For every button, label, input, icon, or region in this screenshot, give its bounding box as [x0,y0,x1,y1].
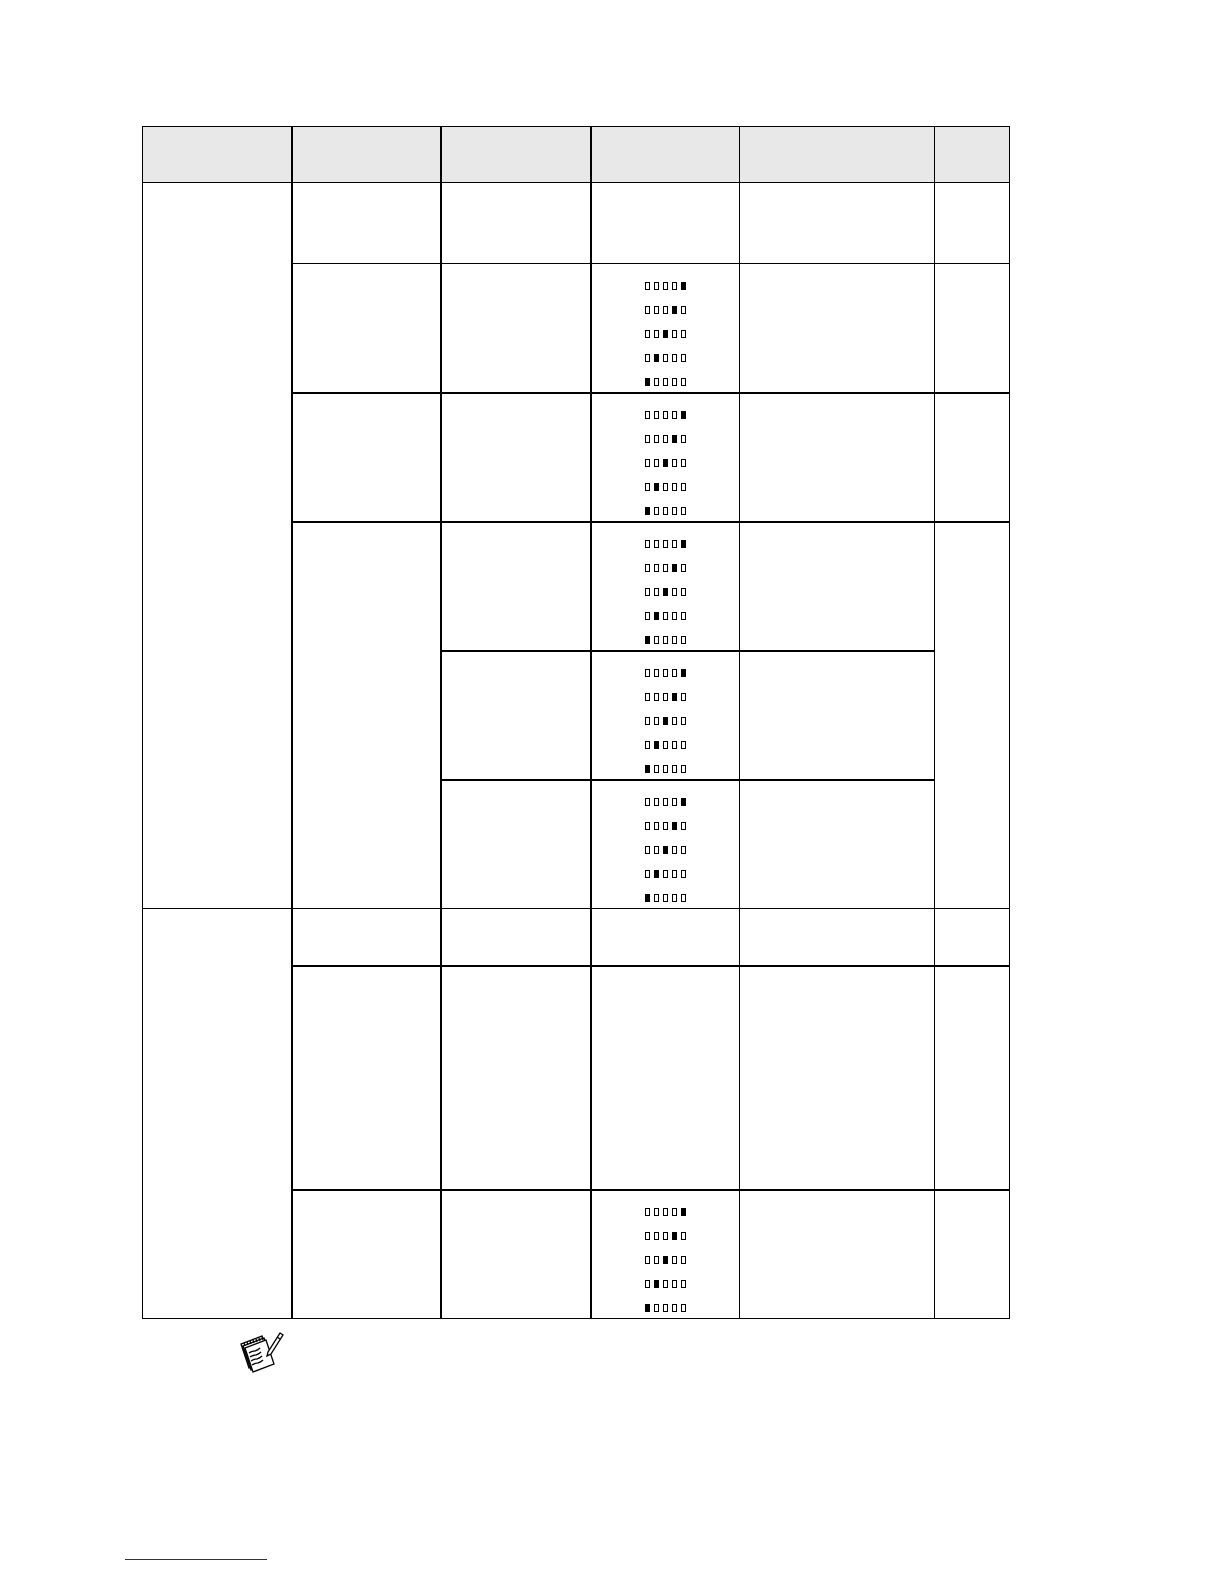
level-square-empty [672,612,677,620]
level-square-empty [654,540,659,548]
level-square-empty [681,378,686,386]
level-indicator-row [645,350,686,365]
level-square-filled [654,612,659,620]
level-square-empty [672,741,677,749]
level-square-empty [654,330,659,338]
table-row [143,909,1010,966]
table-cell [292,966,441,1190]
table-cell [935,522,1010,909]
level-scale [592,1191,740,1316]
table-cell [740,393,935,522]
table-cell [292,183,441,264]
level-square-empty [672,1280,677,1288]
level-square-empty [645,741,650,749]
level-indicator-row [645,1253,686,1268]
level-square-empty [663,306,668,314]
level-square-empty [672,1208,677,1216]
table-cell [935,909,1010,966]
level-square-empty [645,330,650,338]
level-square-empty [654,693,659,701]
table-cell [591,966,740,1190]
level-square-empty [663,507,668,515]
level-square-filled [645,378,650,386]
table-cell [740,651,935,780]
level-square-empty [654,1304,659,1312]
level-square-filled [681,1208,686,1216]
table-cell [292,264,441,393]
level-indicator-row [645,537,686,552]
level-square-empty [654,846,659,854]
level-square-empty [663,765,668,773]
level-square-empty [654,411,659,419]
level-square-empty [663,1280,668,1288]
level-square-empty [645,846,650,854]
level-square-empty [645,669,650,677]
level-square-filled [672,435,677,443]
table-cell [591,909,740,966]
level-square-empty [672,669,677,677]
level-square-empty [672,354,677,362]
level-square-empty [681,693,686,701]
level-indicator-row [645,714,686,729]
level-square-empty [654,822,659,830]
level-square-filled [654,354,659,362]
level-square-filled [654,870,659,878]
level-square-empty [663,636,668,644]
table-cell [740,522,935,651]
level-square-empty [663,612,668,620]
level-indicator-row [645,762,686,777]
level-square-empty [663,822,668,830]
level-indicator-row [645,278,686,293]
level-indicator-row [645,609,686,624]
level-square-filled [645,1304,650,1312]
level-scale-cell [591,522,740,651]
level-square-empty [681,765,686,773]
level-square-empty [645,1208,650,1216]
header-cell-submenu [292,127,441,183]
level-scale-cell [591,780,740,909]
level-scale-cell [591,651,740,780]
level-square-empty [645,612,650,620]
level-square-filled [672,306,677,314]
level-square-empty [681,870,686,878]
level-square-empty [672,507,677,515]
level-scale [592,394,740,519]
level-square-filled [654,1280,659,1288]
menu-settings-table [142,126,1010,1319]
level-square-empty [681,717,686,725]
table-cell [441,780,591,909]
level-square-filled [681,540,686,548]
level-indicator-row [645,891,686,906]
level-square-empty [672,330,677,338]
level-square-empty [672,894,677,902]
table-row [143,183,1010,264]
level-square-empty [663,282,668,290]
level-scale [592,264,740,389]
level-square-empty [654,798,659,806]
level-square-empty [645,1232,650,1240]
level-indicator-row [645,1277,686,1292]
level-square-empty [663,378,668,386]
level-square-empty [645,1280,650,1288]
level-indicator-row [645,326,686,341]
header-cell-page [935,127,1010,183]
level-square-empty [681,1280,686,1288]
level-indicator-row [645,1301,686,1316]
level-square-empty [681,588,686,596]
level-indicator-row [645,867,686,882]
header-cell-descriptions [740,127,935,183]
level-square-empty [681,354,686,362]
level-indicator-row [645,408,686,423]
level-square-filled [672,693,677,701]
level-square-empty [645,1256,650,1264]
level-square-empty [681,612,686,620]
level-square-empty [681,507,686,515]
level-indicator-row [645,561,686,576]
level-square-empty [645,411,650,419]
level-square-empty [663,1304,668,1312]
level-square-empty [672,1256,677,1264]
table-cell [740,780,935,909]
level-square-empty [645,306,650,314]
level-square-empty [654,636,659,644]
level-square-empty [645,564,650,572]
level-square-filled [645,765,650,773]
level-indicator-row [645,374,686,389]
level-square-filled [672,822,677,830]
level-square-filled [645,636,650,644]
level-square-empty [654,459,659,467]
level-indicator-row [645,819,686,834]
level-square-empty [654,306,659,314]
level-square-empty [654,282,659,290]
level-square-empty [663,354,668,362]
level-square-empty [654,588,659,596]
level-square-empty [645,870,650,878]
table-cell [441,183,591,264]
level-square-empty [663,564,668,572]
table-header-row [143,127,1010,183]
note-pad-pencil-icon [238,1330,284,1376]
level-square-empty [663,669,668,677]
level-square-empty [672,870,677,878]
level-square-empty [654,378,659,386]
level-square-empty [672,798,677,806]
level-square-empty [672,636,677,644]
table-cell [292,1190,441,1319]
level-indicator-row [645,456,686,471]
level-square-empty [681,435,686,443]
level-square-empty [672,1304,677,1312]
table-cell [441,522,591,651]
level-square-empty [672,717,677,725]
level-square-empty [681,564,686,572]
level-square-empty [663,894,668,902]
level-square-empty [645,435,650,443]
table-cell [441,264,591,393]
level-square-empty [654,717,659,725]
table-cell [740,966,935,1190]
level-square-empty [672,411,677,419]
level-square-empty [681,894,686,902]
level-square-filled [672,564,677,572]
level-square-empty [672,588,677,596]
level-square-empty [663,798,668,806]
level-square-empty [654,564,659,572]
table-cell [740,183,935,264]
level-square-empty [672,378,677,386]
level-square-filled [663,459,668,467]
level-scale [592,652,740,777]
level-square-filled [681,798,686,806]
level-square-empty [681,483,686,491]
table-cell [292,522,441,909]
header-cell-main-menu [143,127,292,183]
table-cell [441,909,591,966]
level-square-filled [681,669,686,677]
table-cell [935,1190,1010,1319]
level-scale [592,781,740,906]
level-indicator-row [645,738,686,753]
level-square-empty [681,741,686,749]
table-cell [441,1190,591,1319]
level-square-filled [663,330,668,338]
level-square-empty [645,459,650,467]
table-cell [292,393,441,522]
level-square-empty [672,846,677,854]
level-square-empty [681,636,686,644]
table-cell [591,183,740,264]
level-scale [592,523,740,648]
level-square-filled [663,846,668,854]
level-indicator-row [645,504,686,519]
header-cell-options [591,127,740,183]
table-cell [441,393,591,522]
level-square-empty [681,1256,686,1264]
level-indicator-row [645,302,686,317]
level-square-empty [663,540,668,548]
level-square-filled [681,282,686,290]
level-scale-cell [591,264,740,393]
table-cell [740,264,935,393]
level-indicator-row [645,1229,686,1244]
level-square-empty [654,1232,659,1240]
level-scale-cell [591,1190,740,1319]
level-square-empty [663,870,668,878]
level-square-empty [672,483,677,491]
table-cell [935,966,1010,1190]
table-cell [441,651,591,780]
level-square-filled [681,411,686,419]
level-square-empty [672,459,677,467]
level-square-empty [645,354,650,362]
table-cell [740,1190,935,1319]
level-square-filled [645,894,650,902]
table-cell [935,264,1010,393]
level-square-empty [654,1208,659,1216]
header-cell-menu-selections [441,127,591,183]
level-square-empty [645,483,650,491]
table-cell [740,909,935,966]
level-square-empty [645,693,650,701]
level-square-empty [663,1208,668,1216]
level-square-empty [663,483,668,491]
level-square-empty [681,1304,686,1312]
table-cell [441,966,591,1190]
level-square-filled [654,483,659,491]
table-cell [935,393,1010,522]
level-square-empty [654,765,659,773]
level-indicator-row [645,633,686,648]
level-square-empty [681,306,686,314]
level-indicator-row [645,666,686,681]
level-square-empty [681,330,686,338]
footer-rule [125,1559,267,1560]
level-square-empty [645,282,650,290]
level-square-empty [663,693,668,701]
level-square-filled [645,507,650,515]
level-square-empty [645,717,650,725]
level-square-empty [654,894,659,902]
level-square-empty [672,282,677,290]
level-square-filled [672,1232,677,1240]
table-cell [935,183,1010,264]
level-scale-cell [591,393,740,522]
level-indicator-row [645,432,686,447]
level-square-empty [681,846,686,854]
level-square-empty [654,669,659,677]
table-cell-main-menu-2 [143,909,292,1319]
level-square-empty [645,798,650,806]
level-square-empty [681,1232,686,1240]
level-square-empty [681,822,686,830]
level-square-filled [663,588,668,596]
level-square-empty [663,411,668,419]
level-square-empty [672,540,677,548]
level-square-empty [654,1256,659,1264]
level-square-empty [654,507,659,515]
level-square-filled [663,717,668,725]
level-indicator-row [645,585,686,600]
level-square-empty [645,540,650,548]
level-square-empty [645,822,650,830]
level-indicator-row [645,480,686,495]
level-square-empty [663,1232,668,1240]
level-indicator-row [645,795,686,810]
level-square-empty [663,435,668,443]
table-cell [292,909,441,966]
level-square-empty [663,741,668,749]
level-square-empty [672,765,677,773]
level-square-empty [645,588,650,596]
level-square-filled [663,1256,668,1264]
level-indicator-row [645,690,686,705]
level-square-empty [681,459,686,467]
level-indicator-row [645,843,686,858]
level-square-empty [654,435,659,443]
level-square-filled [654,741,659,749]
level-indicator-row [645,1205,686,1220]
table-cell-main-menu-1 [143,183,292,909]
